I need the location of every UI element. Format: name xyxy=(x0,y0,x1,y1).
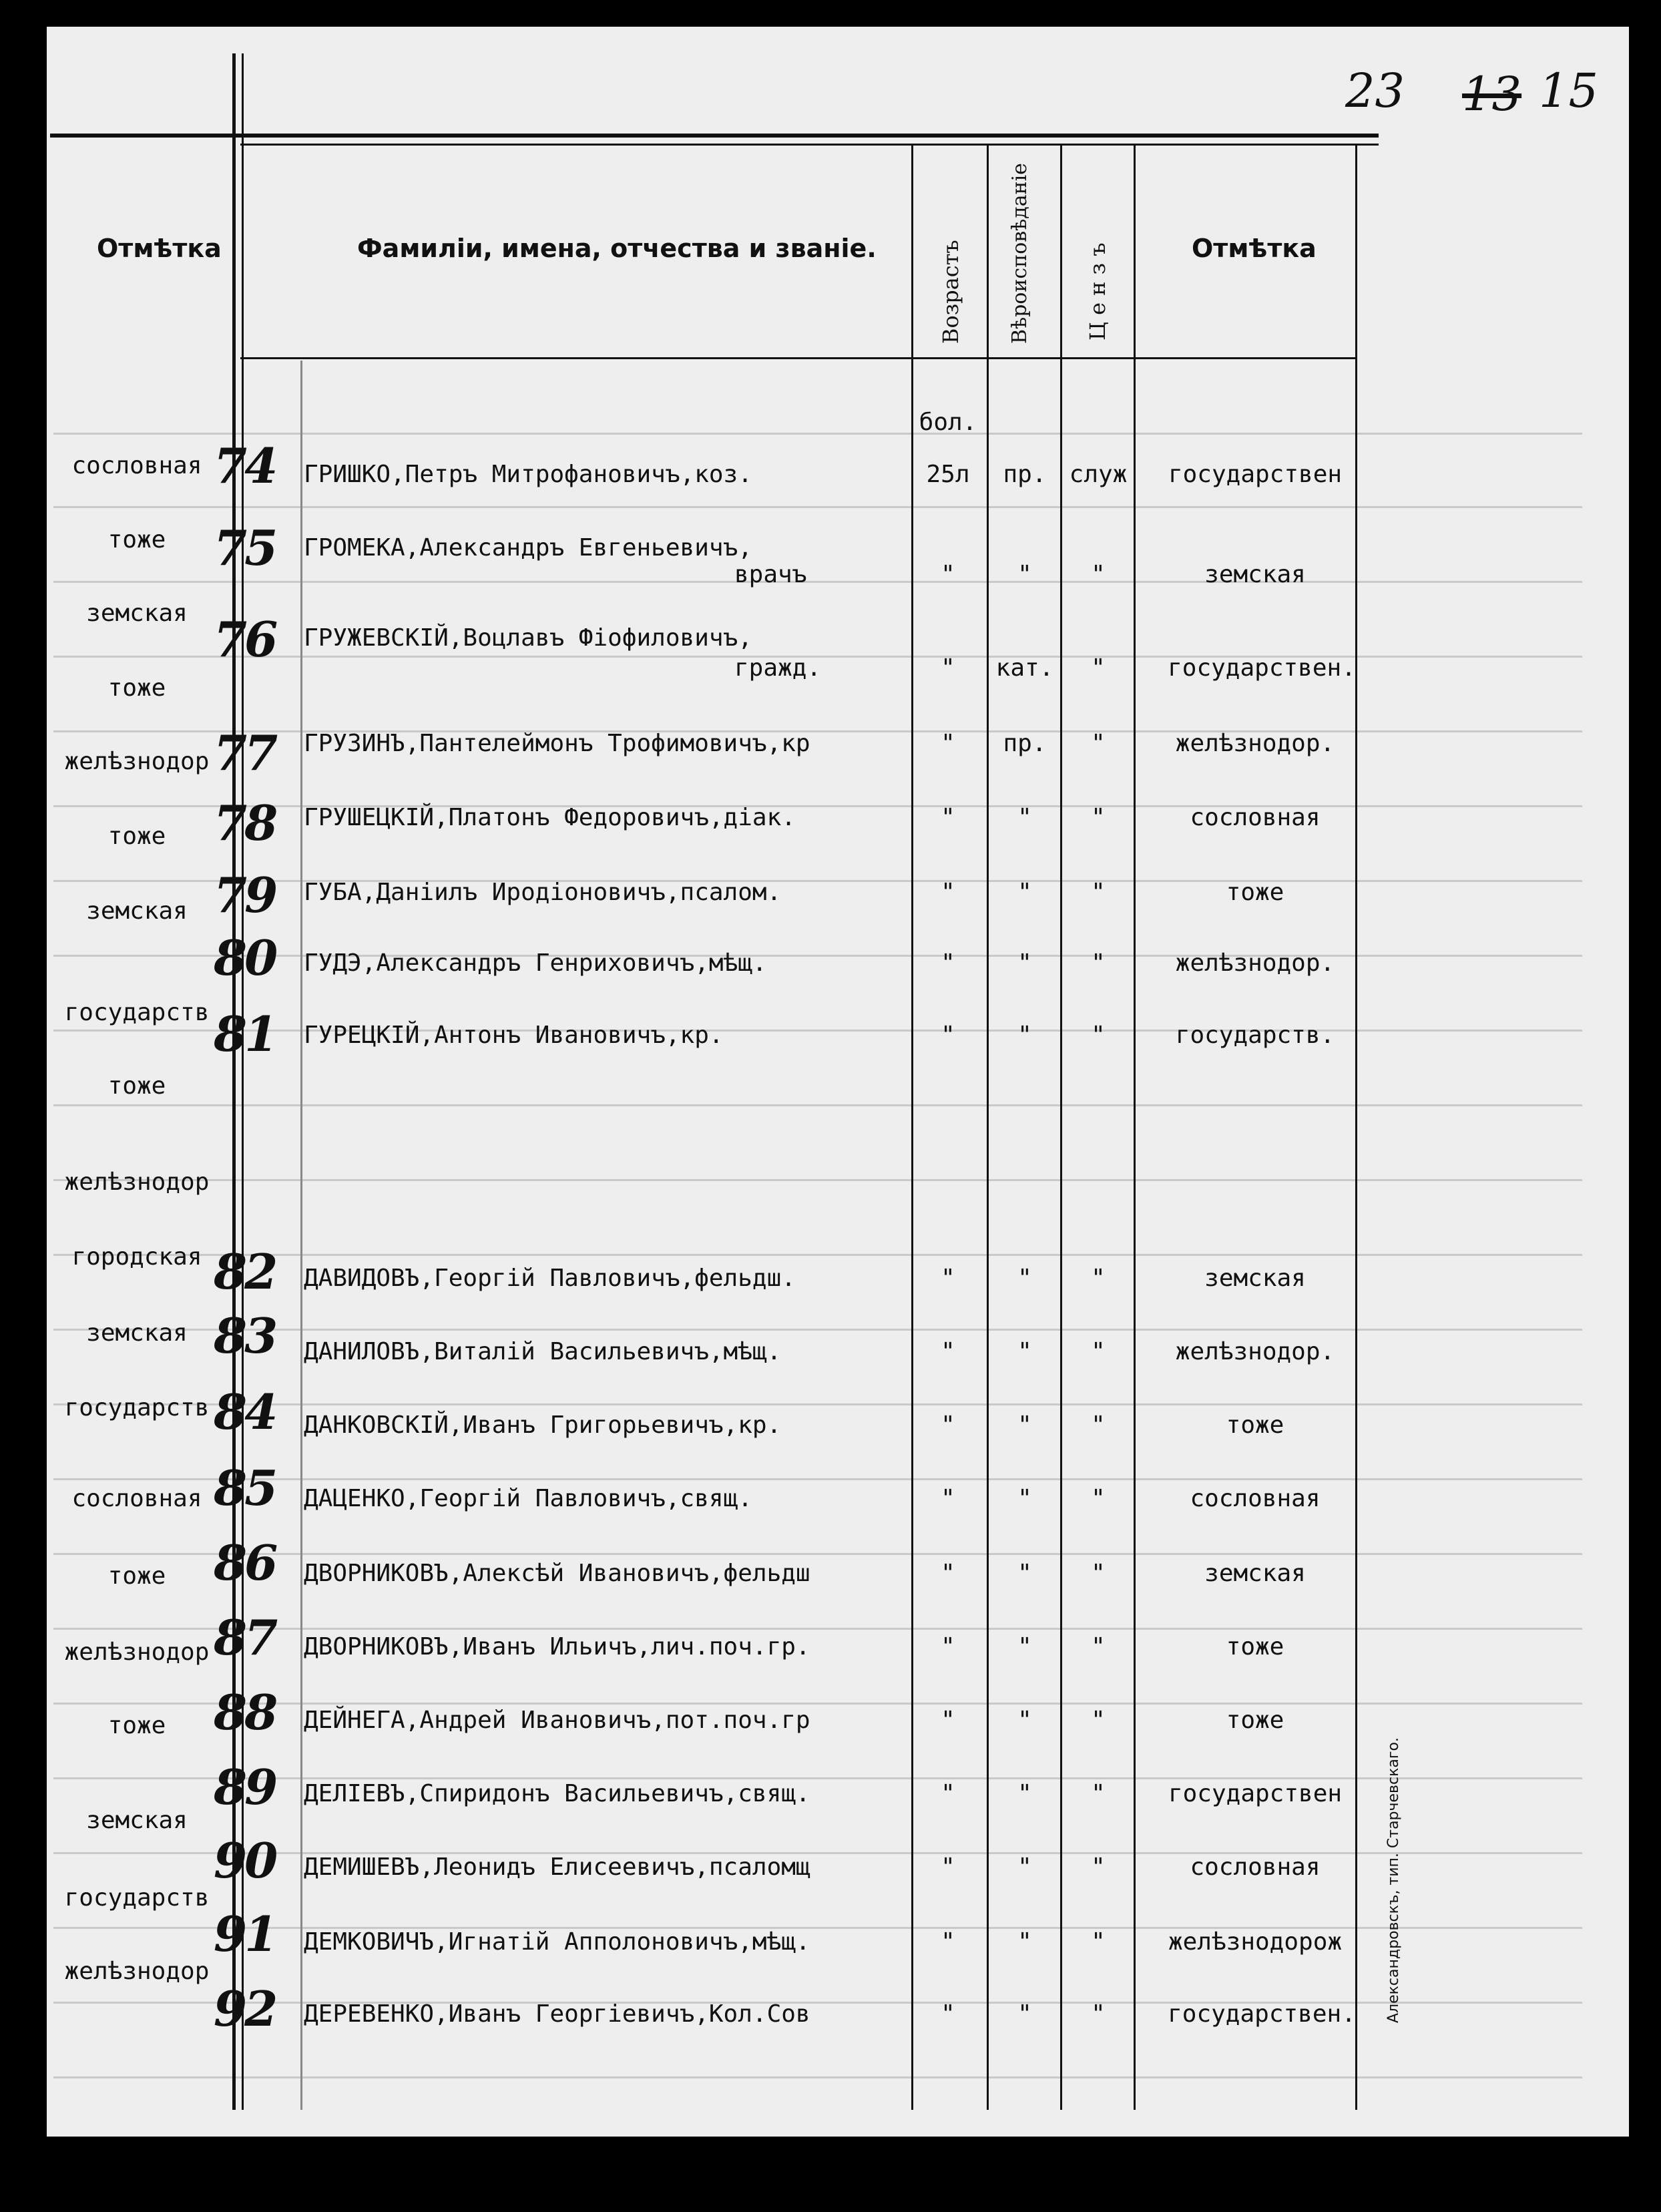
person-name: ГУДЭ,Александръ Генриховичъ,мѣщ. xyxy=(304,949,767,977)
right-note: тоже xyxy=(1226,879,1284,906)
person-title: врачъ xyxy=(734,561,807,588)
age-cell: " xyxy=(941,1780,955,1807)
column-rule-census xyxy=(1060,144,1062,2110)
person-name: ГРУЖЕВСКIЙ,Воцлавъ Фiофиловичъ, xyxy=(304,624,752,652)
page-number-handwritten: 15 xyxy=(1539,63,1599,118)
row-number: 83 xyxy=(214,1307,276,1364)
age-cell: " xyxy=(941,1265,955,1292)
age-cell: " xyxy=(941,804,955,831)
right-note: тоже xyxy=(1226,1411,1284,1439)
religion-cell: " xyxy=(1017,1707,1032,1734)
row-number: 77 xyxy=(214,724,276,781)
census-cell: служ xyxy=(1069,461,1128,488)
census-cell: " xyxy=(1091,1485,1106,1512)
religion-cell: " xyxy=(1017,1780,1032,1807)
row-number: 89 xyxy=(214,1759,276,1815)
right-note: сословная xyxy=(1190,1485,1321,1512)
person-name: ДАНКОВСКIЙ,Иванъ Григорьевичъ,кр. xyxy=(304,1411,782,1439)
row-number: 81 xyxy=(214,1006,276,1062)
age-cell: " xyxy=(941,1022,955,1049)
row-number: 86 xyxy=(214,1534,276,1591)
age-cell: " xyxy=(941,1928,955,1956)
age-cell: " xyxy=(941,2000,955,2028)
census-cell: " xyxy=(1091,1560,1106,1587)
census-cell: " xyxy=(1091,1780,1106,1807)
person-name: ДЕЙНЕГА,Андрей Ивановичъ,пот.поч.гр xyxy=(304,1707,810,1734)
ruled-line xyxy=(53,1179,1582,1181)
left-note: земская xyxy=(86,1807,188,1834)
person-name: ДВОРНИКОВЪ,Алексѣй Ивановичъ,фельдш xyxy=(304,1560,810,1587)
age-cell: " xyxy=(941,879,955,906)
right-note: земская xyxy=(1204,1560,1306,1587)
person-name: ДВОРНИКОВЪ,Иванъ Ильичъ,лич.поч.гр. xyxy=(304,1633,810,1661)
person-name: ГУРЕЦКIЙ,Антонъ Ивановичъ,кр. xyxy=(304,1022,724,1049)
person-name: ДАНИЛОВЪ,Виталiй Васильевичъ,мѣщ. xyxy=(304,1338,782,1365)
person-name: ДЕРЕВЕНКО,Иванъ Георгiевичъ,Кол.Сов xyxy=(304,2000,810,2028)
header-bottom-rule xyxy=(240,357,1355,359)
census-cell: " xyxy=(1091,730,1106,757)
census-cell: " xyxy=(1091,1411,1106,1439)
left-note: сословная xyxy=(71,1485,202,1512)
row-number: 79 xyxy=(214,867,276,923)
age-cell: " xyxy=(941,730,955,757)
age-cell: " xyxy=(941,1485,955,1512)
religion-cell: " xyxy=(1017,949,1032,977)
person-name: ДАЦЕНКО,Георгiй Павловичъ,свящ. xyxy=(304,1485,752,1512)
left-note: городская xyxy=(71,1243,202,1271)
right-note: желѣзнодорож xyxy=(1168,1928,1343,1956)
header-top-rule xyxy=(50,134,1379,138)
person-name: ДЕМКОВИЧЪ,Игнатiй Апполоновичъ,мѣщ. xyxy=(304,1928,810,1956)
row-number: 88 xyxy=(214,1684,276,1741)
row-number: 80 xyxy=(214,929,276,986)
age-cell: " xyxy=(941,561,955,588)
age-prefix: бол. xyxy=(919,409,977,436)
census-cell: " xyxy=(1091,1338,1106,1365)
left-note: государств xyxy=(64,1394,210,1421)
row-number: 84 xyxy=(214,1383,276,1440)
column-rule-mark-right xyxy=(1134,144,1136,2110)
left-note: желѣзнодор xyxy=(64,748,210,775)
left-note: государств xyxy=(64,1884,210,1912)
age-cell: 25л xyxy=(926,461,970,488)
right-note: земская xyxy=(1204,561,1306,588)
left-note: земская xyxy=(86,1319,188,1347)
row-number: 85 xyxy=(214,1460,276,1516)
header-age: Возрастъ xyxy=(938,240,963,344)
ruled-line xyxy=(53,2076,1582,2078)
right-note: государств. xyxy=(1175,1022,1335,1049)
right-note: государствен xyxy=(1168,461,1343,488)
religion-cell: " xyxy=(1017,1265,1032,1292)
right-note: желѣзнодор. xyxy=(1175,1338,1335,1365)
religion-cell: " xyxy=(1017,1928,1032,1956)
right-note: земская xyxy=(1204,1265,1306,1292)
ruled-line xyxy=(53,506,1582,508)
census-cell: " xyxy=(1091,1928,1106,1956)
left-note: земская xyxy=(86,600,188,627)
person-name: ГРУШЕЦКIЙ,Платонъ Федоровичъ,дiак. xyxy=(304,804,796,831)
right-note: государствен. xyxy=(1168,654,1356,682)
row-number: 92 xyxy=(214,1980,276,2037)
age-cell: " xyxy=(941,1707,955,1734)
ruled-line xyxy=(53,433,1582,435)
row-number: 74 xyxy=(214,437,276,494)
person-name: ГРИШКО,Петръ Митрофановичъ,коз. xyxy=(304,461,752,488)
religion-cell: " xyxy=(1017,1022,1032,1049)
left-note: сословная xyxy=(71,452,202,479)
left-note: желѣзнодор xyxy=(64,1168,210,1196)
person-name: ДАВИДОВЪ,Георгiй Павловичъ,фельдш. xyxy=(304,1265,796,1292)
age-cell: " xyxy=(941,1338,955,1365)
census-cell: " xyxy=(1091,2000,1106,2028)
right-note: сословная xyxy=(1190,1853,1321,1881)
left-note: тоже xyxy=(107,1072,166,1100)
printer-imprint: Александровскъ, тип. Старчевскаго. xyxy=(1385,1737,1402,2023)
column-rule-number xyxy=(300,361,302,2110)
religion-cell: " xyxy=(1017,1485,1032,1512)
header-names: Фамиліи, имена, отчества и званіе. xyxy=(357,234,877,263)
right-note: государствен xyxy=(1168,1780,1343,1807)
census-cell: " xyxy=(1091,1707,1106,1734)
religion-cell: " xyxy=(1017,1853,1032,1881)
header-left-mark: Отмѣтка xyxy=(97,234,222,263)
page-number-stamped: 23 xyxy=(1345,63,1405,118)
header-religion: Вѣроисповѣданіе xyxy=(1008,163,1031,344)
census-cell: " xyxy=(1091,879,1106,906)
left-note: желѣзнодор xyxy=(64,1958,210,1985)
right-note: тоже xyxy=(1226,1633,1284,1661)
census-cell: " xyxy=(1091,1633,1106,1661)
right-note: желѣзнодор. xyxy=(1175,949,1335,977)
right-note: тоже xyxy=(1226,1707,1284,1734)
left-note: тоже xyxy=(107,526,166,554)
column-rule-religion xyxy=(987,144,989,2110)
religion-cell: " xyxy=(1017,2000,1032,2028)
right-note: сословная xyxy=(1190,804,1321,831)
row-number: 82 xyxy=(214,1243,276,1300)
left-note: тоже xyxy=(107,674,166,702)
ruled-line xyxy=(53,1104,1582,1106)
religion-cell: " xyxy=(1017,1338,1032,1365)
age-cell: " xyxy=(941,1411,955,1439)
left-note: тоже xyxy=(107,1712,166,1739)
left-note: тоже xyxy=(107,823,166,850)
page-number-struck: 13 xyxy=(1462,67,1522,122)
row-number: 87 xyxy=(214,1609,276,1666)
person-name: ГРУЗИНЪ,Пантелеймонъ Трофимовичъ,кр xyxy=(304,730,810,757)
header-top-rule-thin xyxy=(240,144,1379,146)
religion-cell: " xyxy=(1017,1411,1032,1439)
person-name: ГУБА,Данiилъ Иродiоновичъ,псалом. xyxy=(304,879,782,906)
religion-cell: пр. xyxy=(1003,730,1047,757)
religion-cell: " xyxy=(1017,804,1032,831)
age-cell: " xyxy=(941,949,955,977)
header-right-mark: Отмѣтка xyxy=(1192,234,1317,263)
religion-cell: кат. xyxy=(995,654,1054,682)
census-cell: " xyxy=(1091,1265,1106,1292)
age-cell: " xyxy=(941,1560,955,1587)
person-name: ГРОМЕКА,Александръ Евгеньевичъ, xyxy=(304,534,752,562)
row-number: 76 xyxy=(214,611,276,668)
census-cell: " xyxy=(1091,804,1106,831)
left-note: земская xyxy=(86,897,188,925)
religion-cell: " xyxy=(1017,1560,1032,1587)
age-cell: " xyxy=(941,1853,955,1881)
left-note: желѣзнодор xyxy=(64,1638,210,1666)
row-number: 91 xyxy=(214,1906,276,1962)
row-number: 78 xyxy=(214,795,276,851)
header-census: Ц е н з ъ xyxy=(1085,242,1110,341)
person-name: ДЕЛIЕВЪ,Спиридонъ Васильевичъ,свящ. xyxy=(304,1780,810,1807)
age-cell: " xyxy=(941,654,955,682)
census-cell: " xyxy=(1091,561,1106,588)
religion-cell: " xyxy=(1017,879,1032,906)
census-cell: " xyxy=(1091,1853,1106,1881)
column-rule-age xyxy=(911,144,913,2110)
left-note: тоже xyxy=(107,1562,166,1590)
religion-cell: пр. xyxy=(1003,461,1047,488)
religion-cell: " xyxy=(1017,1633,1032,1661)
person-name: ДЕМИШЕВЪ,Леонидъ Елисеевичъ,псаломщ xyxy=(304,1853,810,1881)
age-cell: " xyxy=(941,1633,955,1661)
census-cell: " xyxy=(1091,949,1106,977)
religion-cell: " xyxy=(1017,561,1032,588)
person-title: гражд. xyxy=(734,654,822,682)
right-note: государствен. xyxy=(1168,2000,1356,2028)
row-number: 90 xyxy=(214,1832,276,1889)
left-note: государств xyxy=(64,999,210,1026)
census-cell: " xyxy=(1091,1022,1106,1049)
right-note: желѣзнодор. xyxy=(1175,730,1335,757)
row-number: 75 xyxy=(214,519,276,576)
column-rule-end xyxy=(1355,144,1357,2110)
census-cell: " xyxy=(1091,654,1106,682)
